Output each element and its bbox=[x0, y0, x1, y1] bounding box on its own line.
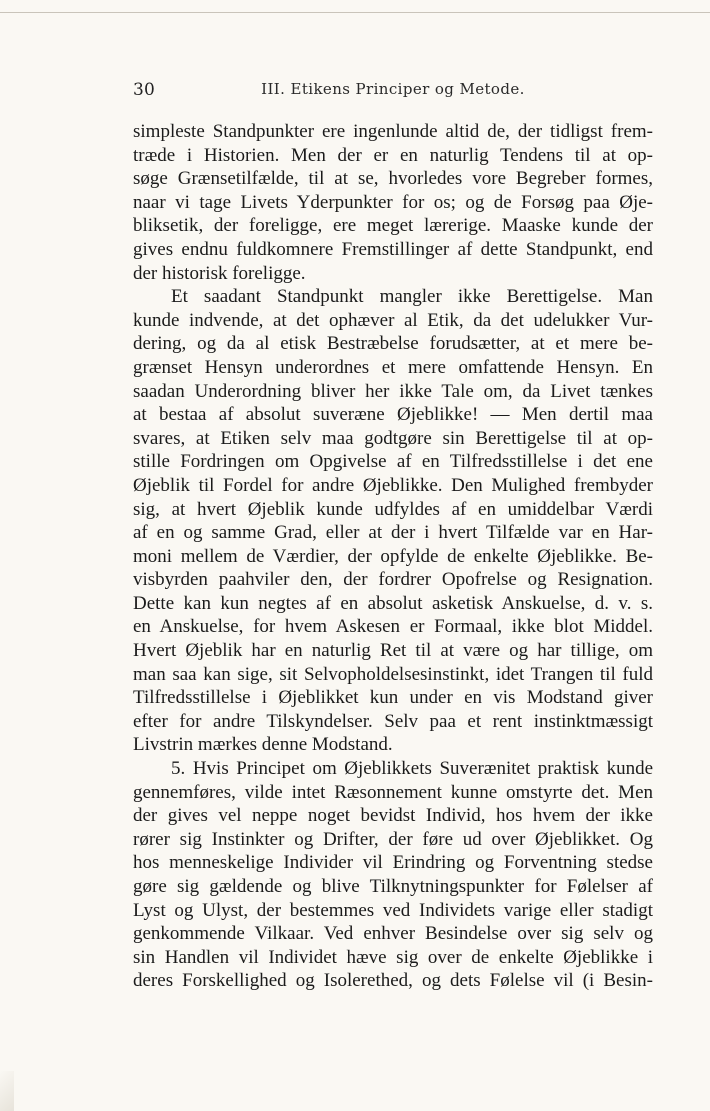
page-corner-shadow bbox=[0, 1071, 14, 1111]
text-line: Livstrin mærkes denne Modstand. bbox=[133, 734, 393, 756]
running-head: III. Etikens Principer og Metode. bbox=[261, 80, 525, 98]
text-line: gøre sig gældende og blive Tilknytningspunkter for Følelser af bbox=[133, 876, 653, 897]
text-line: søge Grænsetilfælde, til at se, hvorledes vore Begreber formes, bbox=[133, 168, 653, 190]
text-line: 5. Hvis Principet om Øjeblikkets Suverænitet praktisk kunde bbox=[171, 758, 653, 780]
text-line: Tilfredsstillelse i Øjeblikket kun under en vis Modstand giver bbox=[133, 687, 653, 709]
text-line: svares, at Etiken selv maa godtgøre sin Berettigelse til at op- bbox=[133, 427, 653, 449]
text-line: at bestaa af absolut suveræne Øjeblikke! — Men dertil maa bbox=[133, 404, 653, 426]
text-line: man saa kan sige, sit Selvopholdelsesinstinkt, idet Trangen til fuld bbox=[133, 663, 653, 685]
text-line: stille Fordringen om Opgivelse af en Tilfredsstillelse i det ene bbox=[133, 451, 653, 473]
text-line: gives endnu fuldkomnere Fremstillinger af dette Standpunkt, end bbox=[133, 238, 653, 260]
page-header bbox=[133, 80, 653, 104]
text-line: Hvert Øjeblik har en naturlig Ret til at være og har tillige, om bbox=[133, 640, 653, 662]
text-line: deres Forskellighed og Isolerethed, og dets Følelse vil (i Besin- bbox=[133, 970, 653, 992]
text-line: Et saadant Standpunkt mangler ikke Berettigelse. Man bbox=[171, 286, 653, 308]
text-line: simpleste Standpunkter ere ingenlunde altid de, der tidligst frem- bbox=[133, 121, 653, 142]
text-line: kunde indvende, at det ophæver al Etik, da det udelukker Vur- bbox=[133, 309, 653, 331]
top-edge-line bbox=[0, 12, 710, 13]
text-line: bliksetik, der foreligge, ere meget lærerige. Maaske kunde der bbox=[133, 215, 653, 237]
text-line: Øjeblik til Fordel for andre Øjeblikke. Den Mulighed frembyder bbox=[133, 474, 653, 496]
text-line: der historisk foreligge. bbox=[133, 262, 306, 284]
text-line: træde i Historien. Men der er en naturlig Tendens til at op- bbox=[133, 144, 653, 166]
text-line: genkommende Vilkaar. Ved enhver Besindelse over sig selv og bbox=[133, 923, 653, 945]
text-line: sig, at hvert Øjeblik kunde udfyldes af en umiddelbar Værdi bbox=[133, 498, 653, 520]
text-line: grænset Hensyn underordnes et mere omfattende Hensyn. En bbox=[133, 356, 653, 378]
text-line: saadan Underordning bliver her ikke Tale om, da Livet tænkes bbox=[133, 380, 653, 402]
text-line: visbyrden paahviler den, der fordrer Opofrelse og Resignation. bbox=[133, 569, 653, 591]
text-line: af en og samme Grad, eller at der i hvert Tilfælde var en Har- bbox=[133, 522, 653, 544]
text-line: der gives vel neppe noget bevidst Individ, hos hvem der ikke bbox=[133, 805, 653, 827]
text-line: naar vi tage Livets Yderpunkter for os; og de Forsøg paa Øje- bbox=[133, 191, 653, 213]
text-line: gennemføres, vilde intet Ræsonnement kunne omstyrte det. Men bbox=[133, 781, 653, 803]
text-line: sin Handlen vil Individet hæve sig over de enkelte Øjeblikke i bbox=[133, 946, 653, 968]
text-line: efter for andre Tilskyndelser. Selv paa et rent instinktmæssigt bbox=[133, 710, 653, 732]
text-line: hos menneskelige Individer vil Erindring og Forventning stedse bbox=[133, 852, 653, 874]
page-body-text bbox=[133, 120, 653, 993]
text-line: rører sig Instinkter og Drifter, der føre ud over Øjeblikket. Og bbox=[133, 828, 653, 850]
page-number: 30 bbox=[133, 80, 156, 100]
text-line: Lyst og Ulyst, der bestemmes ved Individets varige eller stadigt bbox=[133, 899, 653, 921]
text-line: en Anskuelse, for hvem Askesen er Formaal, ikke blot Middel. bbox=[133, 616, 653, 638]
text-line: moni mellem de Værdier, der opfylde de enkelte Øjeblikke. Be- bbox=[133, 545, 653, 567]
text-line: Dette kan kun negtes af en absolut asketisk Anskuelse, d. v. s. bbox=[133, 592, 653, 614]
text-line: dering, og da al etisk Bestræbelse forudsætter, at et mere be- bbox=[133, 333, 653, 355]
